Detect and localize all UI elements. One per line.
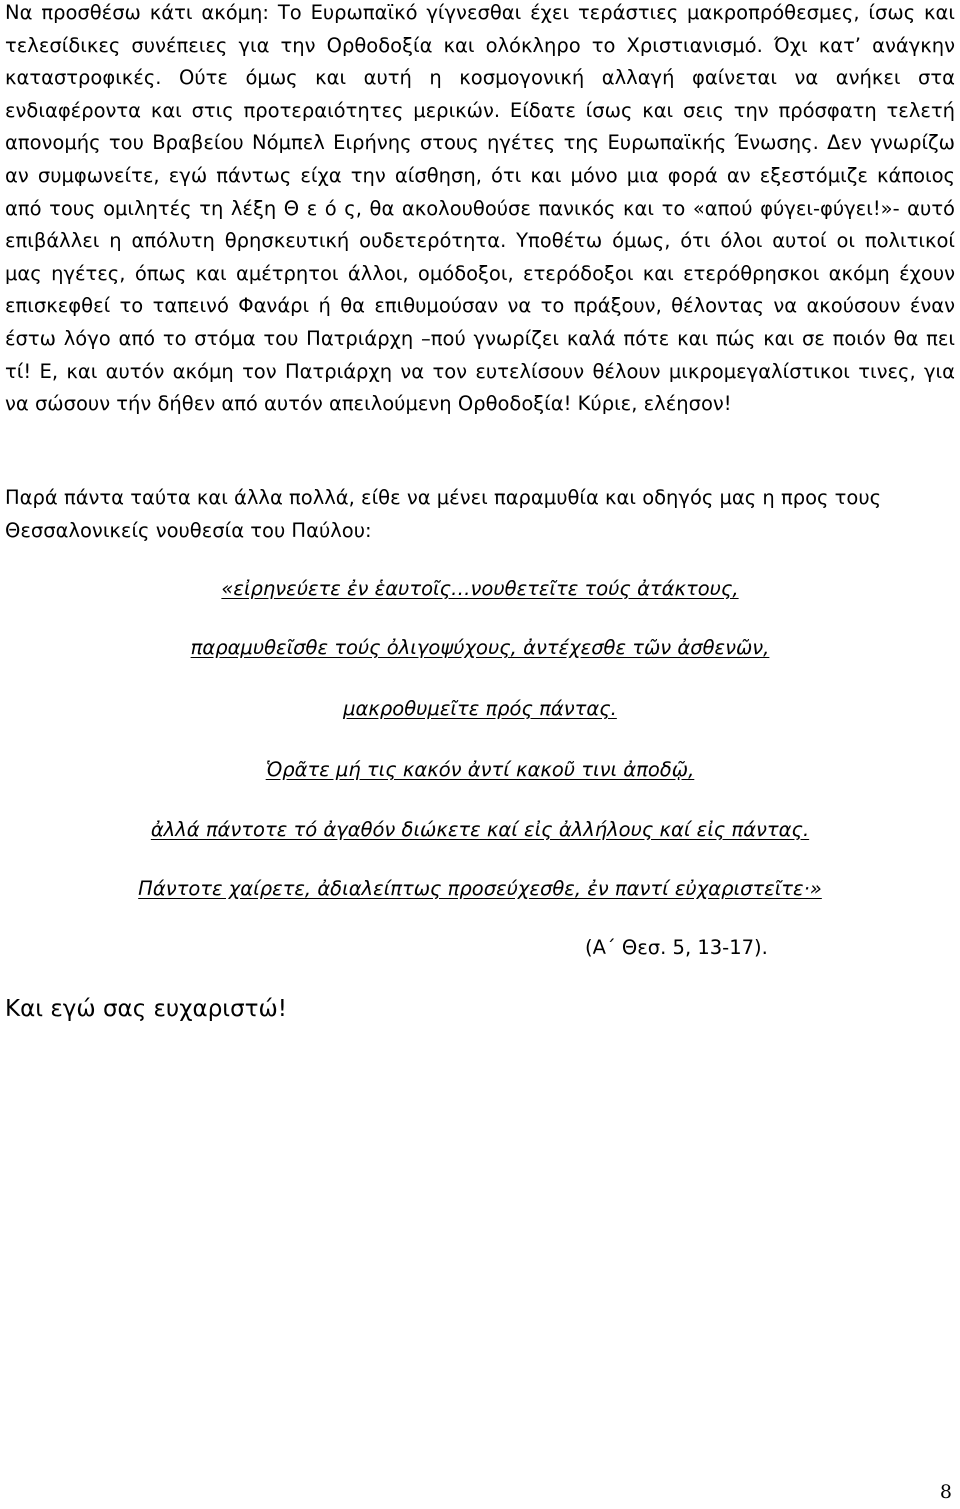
scripture-reference: (Α΄ Θεσ. 5, 13-17). bbox=[585, 936, 768, 959]
quote-line-4-text: Ὁρᾶτε μή τις κακόν ἀντί κακοῦ τινι ἀποδῷ, bbox=[265, 758, 695, 781]
closing-line: Και εγώ σας ευχαριστώ! bbox=[5, 996, 287, 1022]
body-paragraph-2: Παρά πάντα ταύτα και άλλα πολλά, είθε να μένει παραμυθία και οδηγός μας η προς τους Θεσσαλονικείς νουθεσία του Παύλου: bbox=[5, 486, 882, 542]
quote-line-2-text: παραμυθεῖσθε τούς ὀλιγοψύχους, ἀντέχεσθε τῶν ἀσθενῶν, bbox=[190, 636, 770, 659]
quote-line-1-text: «εἰρηνεύετε ἐν ἑαυτοῖς…νουθετεῖτε τούς ἀτάκτους, bbox=[221, 577, 739, 600]
quote-line-2 bbox=[0, 634, 960, 662]
quote-line-6-text: Πάντοτε χαίρετε, ἀδιαλείπτως προσεύχεσθε, ἐν παντί εὐχαριστεῖτε·» bbox=[138, 877, 822, 900]
quote-line-6 bbox=[0, 875, 960, 903]
quote-line-1 bbox=[0, 575, 960, 603]
quote-line-4 bbox=[0, 756, 960, 784]
quote-line-5 bbox=[0, 816, 960, 844]
page-number: 8 bbox=[939, 1481, 952, 1503]
quote-line-5-text: ἀλλά πάντοτε τό ἀγαθόν διώκετε καί εἰς ἀλλήλους καί εἰς πάντας. bbox=[150, 818, 810, 841]
body-paragraph-1: Να προσθέσω κάτι ακόμη: Το Ευρωπαϊκό γίγνεσθαι έχει τεράστιες μακροπρόθεσμες, ίσως και τελεσίδικες συνέπειες για την Ορθοδοξία και ολόκληρο το Χριστιανισμό. Όχι κατ’ ανάγκην καταστροφικές. Ούτε όμως και αυτή η κοσμογονική αλλαγή φαίνεται να ανήκει στα ενδιαφέροντα και στις προτεραιότητες μερικών. Είδατε ίσως και σεις την πρόσφατη τελετή απονομής του Βραβείου Νόμπελ Ειρήνης στους ηγέτες της Ευρωπαϊκής Ένωσης. Δεν γνωρίζω αν συμφωνείτε, εγώ πάντως είχα την αίσθηση, ότι και μόνο μια φορά αν εξεστόμιζε κάποιος από τους ομιλητές τη λέξη Θ ε ό ς, θα ακολουθούσε πανικός και το «απού φύγει-φύγει!»- αυτό επιβάλλει η απόλυτη θρησκευτική ουδετερότητα. Υποθέτω όμως, ότι όλοι αυτοί οι πολιτικοί μας ηγέτες, όπως και αμέτρητοι άλλοι, ομόδοξοι, ετερόδοξοι και ετερόθρησκοι ακόμη έχουν επισκεφθεί το ταπεινό Φανάρι ή θα επιθυμούσαν να το πράξουν, θέλοντας να ακούσουν έναν έστω λόγο από το στόμα του Πατριάρχη –πού γνωρίζει καλά πότε και πώς και σε ποιόν θα πει τί! Ε, και αυτόν ακόμη τον Πατριάρχη να τον ευτελίσουν θέλουν μικρομεγαλίστικοι τινες, για να σώσουν τήν δήθεν από αυτόν απειλούμενη Ορθοδοξία! Κύριε, ελέησον! bbox=[5, 1, 955, 416]
quote-line-3-text: μακροθυμεῖτε πρός πάντας. bbox=[343, 697, 617, 720]
quote-line-3 bbox=[0, 695, 960, 723]
